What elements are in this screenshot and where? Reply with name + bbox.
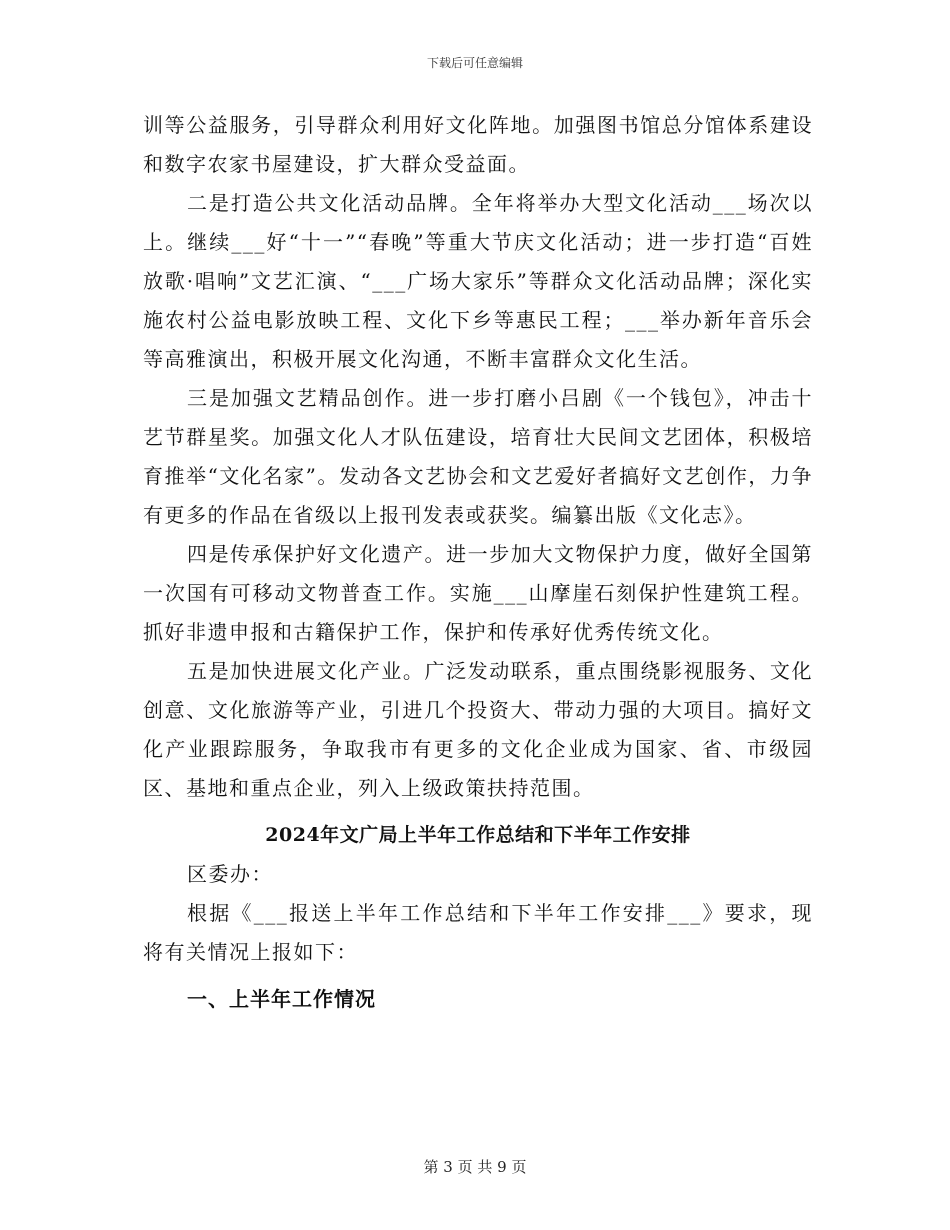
paragraph: 五是加快进展文化产业。广泛发动联系，重点围绕影视服务、文化创意、文化旅游等产业，引进几个投资大、带动力强的大项目。搞好文化产业跟踪服务，争取我市有更多的文化企业成为国家、省、市级园区、基地和重点企业，列入上级政策扶持范围。 [143,659,813,800]
paragraph: 训等公益服务，引导群众利用好文化阵地。加强图书馆总分馆体系建设和数字农家书屋建设，扩大群众受益面。 [143,113,813,176]
page-header: 下载后可任意编辑 [426,56,523,70]
paragraph: 四是传承保护好文化遗产。进一步加大文物保护力度，做好全国第一次国有可移动文物普查工作。实施___山摩崖石刻保护性建筑工程。抓好非遗申报和古籍保护工作，保护和传承好优秀传统文化。 [143,542,813,644]
paragraph: 二是打造公共文化活动品牌。全年将举办大型文化活动___场次以上。继续___好“十一”“春晚”等重大节庆文化活动；进一步打造“百姓放歌·唱响”文艺汇演、“___广场大家乐”等群众文化活动品牌；深化实施农村公益电影放映工程、文化下乡等惠民工程；___举办新年音乐会等高雅演出，积极开展文化沟通，不断丰富群众文化生活。 [143,191,813,371]
salutation: 区委办： [187,862,273,886]
intro-paragraph: 根据《___报送上半年工作总结和下半年工作安排___》要求，现将有关情况上报如下： [143,901,813,964]
heading-level-1: 一、上半年工作情况 [187,987,376,1011]
section-title: 2024年文广局上半年工作总结和下半年工作安排 [265,824,691,846]
document-body [143,106,813,1019]
page-number: 第 3 页 共 9 页 [423,1158,527,1176]
paragraph: 三是加强文艺精品创作。进一步打磨小吕剧《一个钱包》，冲击十艺节群星奖。加强文化人才队伍建设，培育壮大民间文艺团体，积极培育推举“文化名家”。发动各文艺协会和文艺爱好者搞好文艺创作，力争有更多的作品在省级以上报刊发表或获奖。编纂出版《文化志》。 [143,386,813,527]
